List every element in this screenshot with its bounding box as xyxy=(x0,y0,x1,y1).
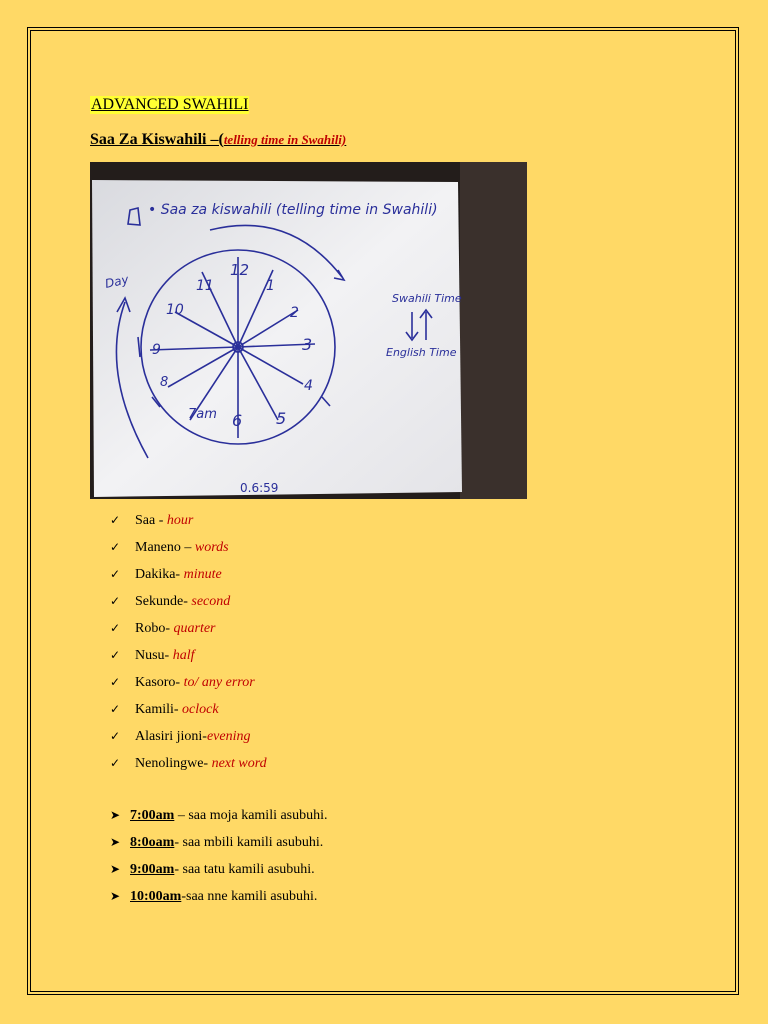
vocab-swahili: Robo- xyxy=(135,621,174,636)
check-icon: ✓ xyxy=(110,621,121,635)
vocab-swahili: Nusu- xyxy=(135,648,173,663)
list-item xyxy=(110,727,267,754)
check-icon: ✓ xyxy=(110,594,121,608)
vocab-english: quarter xyxy=(173,621,216,636)
vocab-swahili: Saa - xyxy=(135,513,167,528)
list-item xyxy=(110,700,267,727)
time-swahili: - saa mbili kamili asubuhi. xyxy=(174,835,324,850)
vocab-english: next word xyxy=(211,756,267,771)
clock-number-2: 2 xyxy=(290,305,299,321)
time-swahili: -saa nne kamili asubuhi. xyxy=(181,889,318,904)
time-swahili: - saa tatu kamili asubuhi. xyxy=(174,862,315,877)
vocab-swahili: Nenolingwe- xyxy=(135,756,212,771)
vocab-english: evening xyxy=(206,729,251,744)
clock-number-4: 4 xyxy=(304,378,313,394)
list-item xyxy=(110,887,328,914)
clock-number-5: 5 xyxy=(276,409,287,428)
list-item xyxy=(110,538,267,565)
check-icon: ✓ xyxy=(110,702,121,716)
arrow-bullet-icon: ➤ xyxy=(110,808,121,822)
time-value: 9:00am xyxy=(130,862,175,877)
clock-number-7am: 7am xyxy=(188,407,217,422)
list-item xyxy=(110,592,267,619)
vocab-swahili: Sekunde- xyxy=(135,594,192,609)
vocab-swahili: Alasiri jioni- xyxy=(135,729,207,744)
whiteboard-photo xyxy=(90,162,527,499)
time-value: 8:0oam xyxy=(130,835,175,850)
arrow-bullet-icon: ➤ xyxy=(110,862,121,876)
list-item xyxy=(110,754,267,781)
check-icon: ✓ xyxy=(110,675,121,689)
check-icon: ✓ xyxy=(110,648,121,662)
photo-timestamp: 0.6:59 xyxy=(240,481,279,495)
list-item xyxy=(110,806,328,833)
time-examples-list xyxy=(110,806,328,914)
document-heading: ADVANCED SWAHILI xyxy=(91,96,249,113)
clock-number-12: 12 xyxy=(230,261,250,279)
clock-number-3: 3 xyxy=(302,335,313,354)
list-item xyxy=(110,860,328,887)
list-item xyxy=(110,511,267,538)
vocab-swahili: Kamili- xyxy=(135,702,183,717)
vocab-swahili: Dakika- xyxy=(135,567,184,582)
list-item xyxy=(110,673,267,700)
check-icon: ✓ xyxy=(110,729,121,743)
whiteboard xyxy=(92,180,462,497)
vocab-swahili: Maneno – xyxy=(135,540,195,555)
day-label: Day xyxy=(103,272,130,291)
arrow-bullet-icon: ➤ xyxy=(110,889,121,903)
list-item xyxy=(110,833,328,860)
clock-number-11: 11 xyxy=(196,278,214,294)
check-icon: ✓ xyxy=(110,540,121,554)
list-item xyxy=(110,619,267,646)
clock-number-9: 9 xyxy=(152,342,161,358)
vocab-english: half xyxy=(172,648,195,663)
time-value: 10:00am xyxy=(130,889,182,904)
time-value: 7:00am xyxy=(130,808,175,823)
clock-number-10: 10 xyxy=(166,302,184,318)
list-item xyxy=(110,646,267,673)
vocab-english: to/ any error xyxy=(183,675,255,690)
vocab-english: oclock xyxy=(182,702,219,717)
vocab-english: words xyxy=(194,540,229,555)
clock-number-8: 8 xyxy=(160,375,169,390)
list-item xyxy=(110,565,267,592)
vocab-english: minute xyxy=(183,567,222,582)
swahili-time-label: Swahili Time xyxy=(392,292,462,305)
document-subheading xyxy=(90,131,346,149)
subheading-english: telling time in Swahili) xyxy=(223,132,347,147)
vocabulary-list xyxy=(110,511,267,781)
check-icon: ✓ xyxy=(110,756,121,770)
time-swahili: – saa moja kamili asubuhi. xyxy=(174,808,328,823)
arrow-bullet-icon: ➤ xyxy=(110,835,121,849)
english-time-label: English Time xyxy=(386,346,457,359)
vocab-english: hour xyxy=(166,513,194,528)
check-icon: ✓ xyxy=(110,513,121,527)
board-title: • Saa za kiswahili (telling time in Swahili) xyxy=(148,202,438,218)
clock-number-6: 6 xyxy=(232,411,243,430)
clock-number-1: 1 xyxy=(266,278,275,294)
check-icon: ✓ xyxy=(110,567,121,581)
subheading-swahili: Saa Za Kiswahili –( xyxy=(90,131,224,148)
vocab-english: second xyxy=(191,594,231,609)
vocab-swahili: Kasoro- xyxy=(135,675,184,690)
